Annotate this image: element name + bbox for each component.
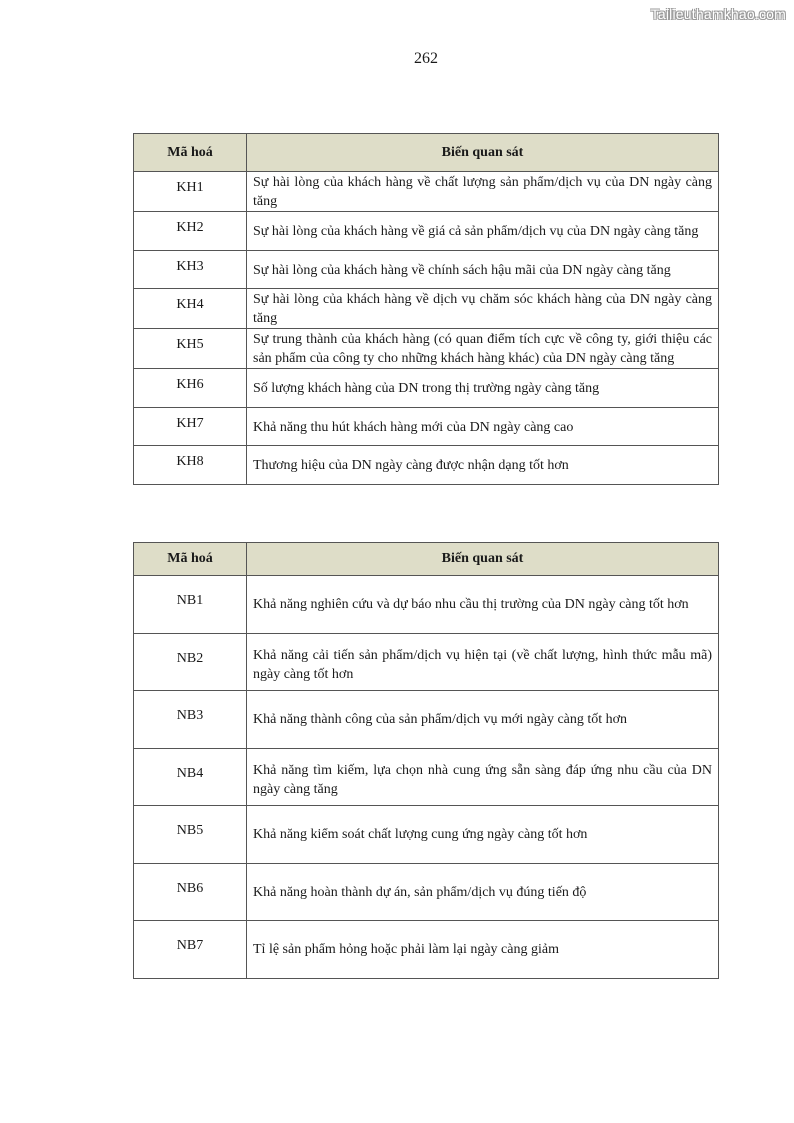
table-row [134, 407, 719, 446]
variable-cell: Sự hài lòng của khách hàng về dịch vụ chăm sóc khách hàng của DN ngày càng tăng [247, 289, 719, 329]
code-column-header: Mã hoá [134, 134, 247, 172]
code-cell: KH4 [134, 289, 247, 329]
code-cell: KH8 [134, 446, 247, 485]
variable-column-header: Biến quan sát [247, 543, 719, 576]
code-cell: KH7 [134, 407, 247, 446]
variable-cell: Thương hiệu của DN ngày càng được nhận dạng tốt hơn [247, 446, 719, 485]
code-cell: NB2 [134, 633, 247, 691]
code-cell: NB4 [134, 748, 247, 806]
table-row [134, 446, 719, 485]
code-cell: NB6 [134, 863, 247, 921]
code-cell: NB5 [134, 806, 247, 864]
table-row [134, 250, 719, 289]
table-row [134, 633, 719, 691]
code-cell: NB3 [134, 691, 247, 749]
table-row [134, 172, 719, 212]
variable-cell: Sự hài lòng của khách hàng về chính sách hậu mãi của DN ngày càng tăng [247, 250, 719, 289]
code-column-header: Mã hoá [134, 543, 247, 576]
variable-cell: Khả năng thu hút khách hàng mới của DN ngày càng cao [247, 407, 719, 446]
code-cell: KH1 [134, 172, 247, 212]
page-number: 262 [414, 50, 438, 67]
variable-cell: Khả năng nghiên cứu và dự báo nhu cầu thị trường của DN ngày càng tốt hơn [247, 576, 719, 634]
variable-cell: Sự hài lòng của khách hàng về chất lượng sản phẩm/dịch vụ của DN ngày càng tăng [247, 172, 719, 212]
code-cell: NB1 [134, 576, 247, 634]
variable-cell: Khả năng thành công của sản phẩm/dịch vụ mới ngày càng tốt hơn [247, 691, 719, 749]
variable-cell: Khả năng cải tiến sản phẩm/dịch vụ hiện tại (về chất lượng, hình thức mẫu mã) ngày càng tốt hơn [247, 633, 719, 691]
variable-column-header: Biến quan sát [247, 134, 719, 172]
table-row [134, 748, 719, 806]
variable-cell: Số lượng khách hàng của DN trong thị trường ngày càng tăng [247, 369, 719, 408]
table-row [134, 863, 719, 921]
table-row [134, 806, 719, 864]
code-cell: KH3 [134, 250, 247, 289]
table-row [134, 212, 719, 251]
table-row [134, 691, 719, 749]
table-row [134, 369, 719, 408]
watermark: Tailieuthamkhao.com [650, 6, 786, 22]
variable-cell: Khả năng kiểm soát chất lượng cung ứng ngày càng tốt hơn [247, 806, 719, 864]
code-cell: NB7 [134, 921, 247, 979]
table-header-row [134, 543, 719, 576]
code-cell: KH5 [134, 329, 247, 369]
variable-cell: Khả năng tìm kiếm, lựa chọn nhà cung ứng sẵn sàng đáp ứng nhu cầu của DN ngày càng tăng [247, 748, 719, 806]
variable-cell: Khả năng hoàn thành dự án, sản phẩm/dịch vụ đúng tiến độ [247, 863, 719, 921]
code-cell: KH2 [134, 212, 247, 251]
customer-variables-table [133, 133, 719, 485]
table-header-row [134, 134, 719, 172]
variable-cell: Sự hài lòng của khách hàng về giá cả sản phẩm/dịch vụ của DN ngày càng tăng [247, 212, 719, 251]
code-cell: KH6 [134, 369, 247, 408]
internal-process-variables-table [133, 542, 719, 979]
table-row [134, 576, 719, 634]
table-row [134, 329, 719, 369]
table-row [134, 289, 719, 329]
table-row [134, 921, 719, 979]
variable-cell: Tỉ lệ sản phẩm hỏng hoặc phải làm lại ngày càng giảm [247, 921, 719, 979]
variable-cell: Sự trung thành của khách hàng (có quan điểm tích cực về công ty, giới thiệu các sản phẩm của công ty cho những khách hàng khác) của DN ngày càng tăng [247, 329, 719, 369]
